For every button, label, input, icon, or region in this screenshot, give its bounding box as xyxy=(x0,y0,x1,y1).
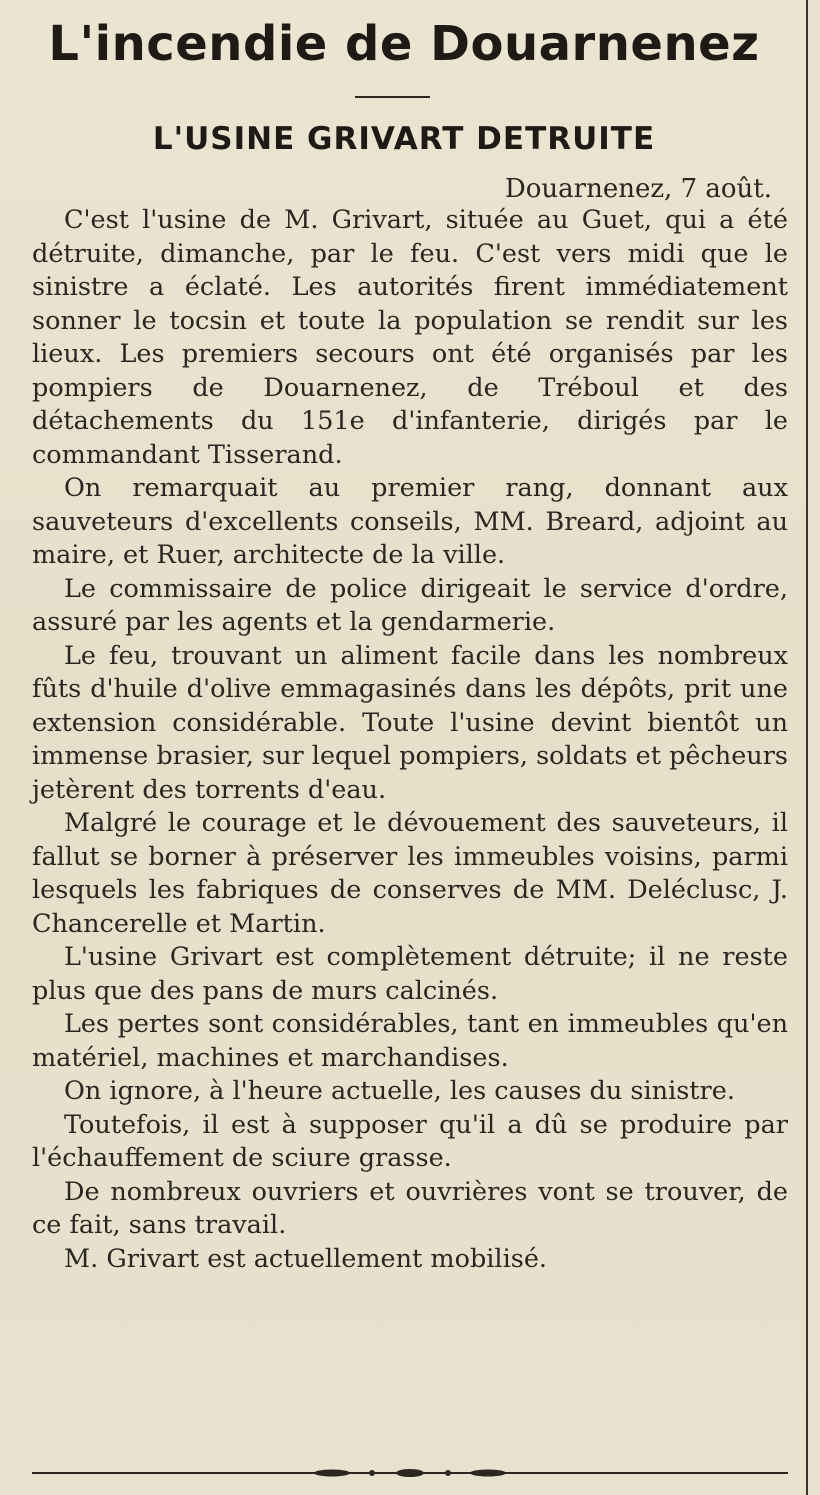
title-separator-rule xyxy=(355,96,430,98)
article-paragraph: On remarquait au premier rang, donnant aux sauveteurs d'excellents conseils, MM. Breard, adjoint au maire, et Ruer, architecte de la ville. xyxy=(32,473,788,570)
column-rule xyxy=(806,0,808,1495)
article-paragraph: De nombreux ouvriers et ouvrières vont se trouver, de ce fait, sans travail. xyxy=(32,1176,788,1240)
article-paragraph: C'est l'usine de M. Grivart, située au Guet, qui a été détruite, dimanche, par le feu. C'est vers midi que le sinistre a éclaté. Les autorités firent immédiatement sonner le tocsin et toute la population se rendit sur les lieux. Les premiers secours ont été organisés par les pompiers de Douarnenez, de Tréboul et des détachements du 151e d'infanterie, dirigés par le commandant Tisserand. xyxy=(32,205,788,470)
article-paragraph: M. Grivart est actuellement mobilisé. xyxy=(64,1243,548,1274)
headline: L'incendie de Douarnenez xyxy=(48,16,760,72)
article-paragraph: On ignore, à l'heure actuelle, les causes du sinistre. xyxy=(64,1076,735,1106)
subheadline: L'USINE GRIVART DETRUITE xyxy=(152,121,656,157)
dateline: Douarnenez, 7 août. xyxy=(504,174,772,204)
decorative-end-rule xyxy=(32,1468,788,1478)
article-body xyxy=(32,204,788,1276)
article-paragraph: Malgré le courage et le dévouement des sauveteurs, il fallut se borner à préserver les immeubles voisins, parmi lesquels les fabriques de conserves de MM. Deléclusc, J. Chancerelle et Martin. xyxy=(32,808,788,939)
article-paragraph: Le feu, trouvant un aliment facile dans les nombreux fûts d'huile d'olive emmagasinés dans les dépôts, prit une extension considérable. Toute l'usine devint bientôt un immense brasier, sur lequel pompiers, soldats et pêcheurs jetèrent des torrents d'eau. xyxy=(32,640,788,805)
article-paragraph: Toutefois, il est à supposer qu'il a dû se produire par l'échauffement de sciure grasse. xyxy=(32,1109,788,1173)
article-paragraph: Les pertes sont considérables, tant en immeubles qu'en matériel, machines et marchandises. xyxy=(32,1009,788,1073)
article-paragraph: Le commissaire de police dirigeait le service d'ordre, assuré par les agents et la gendarmerie. xyxy=(32,573,788,637)
article-paragraph: L'usine Grivart est complètement détruite; il ne reste plus que des pans de murs calcinés. xyxy=(32,942,788,1006)
